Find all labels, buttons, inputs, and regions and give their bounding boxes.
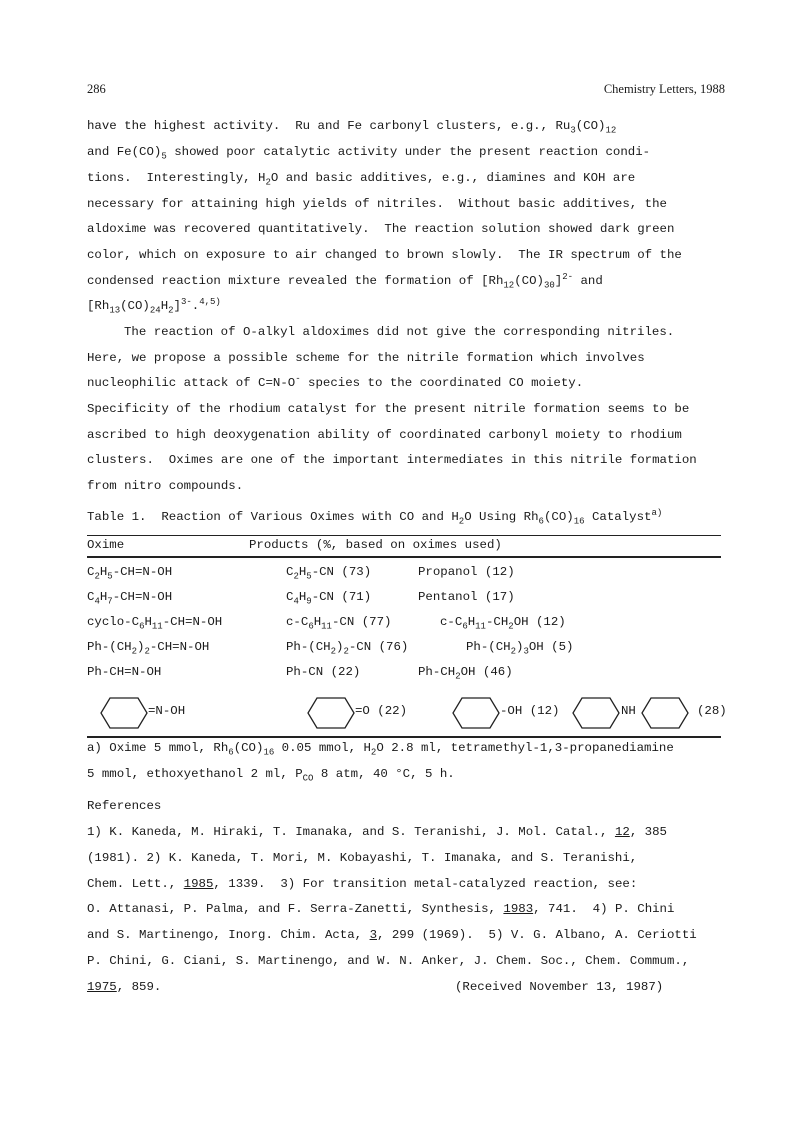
page-number: 286 <box>87 82 106 96</box>
reference-line: O. Attanasi, P. Palma, and F. Serra-Zanetti, Synthesis, 1983, 741. 4) P. Chini <box>87 902 675 916</box>
table-footnote-line: 5 mmol, ethoxyethanol 2 ml, $P_{CO}$ 8 atm, 40 °C, 5 h. <box>87 767 455 784</box>
table-cell-nitrile: $C_2H_5-CN$ (73) <box>286 565 372 582</box>
structure-amine-yield: (28) <box>697 704 727 718</box>
table-cell-alcohol: $c-C_6H_{11}-CH_2OH$ (12) <box>440 615 566 632</box>
cyclohexane-ring-icon <box>100 696 148 730</box>
table-cell-alcohol: Propanol (12) <box>418 565 515 579</box>
text-line: clusters. Oximes are one of the important intermediates in this nitrile formation <box>87 453 697 467</box>
table-cell-nitrile: $c-C_6H_{11}-CN$ (77) <box>286 615 392 632</box>
reference-line: (1981). 2) K. Kaneda, T. Mori, M. Kobayashi, T. Imanaka, and S. Teranishi, <box>87 851 638 865</box>
table-bottom-rule <box>87 736 721 738</box>
text-line: Here, we propose a possible scheme for the nitrile formation which involves <box>87 351 645 365</box>
reference-line: P. Chini, G. Ciani, S. Martinengo, and W. N. Anker, J. Chem. Soc., Chem. Commum., <box>87 954 690 968</box>
text-line: $[Rh_{13}(CO)_{24}H_2]^{3-}.^{4,5)}$ <box>87 296 221 316</box>
table-cell-alcohol: $Ph-(CH_2)_3OH$ (5) <box>466 640 574 657</box>
table-header-rule <box>87 556 721 558</box>
table-cell-oxime: $Ph-(CH_2)_2-CH=N-OH$ <box>87 640 210 657</box>
text-line: nucleophilic attack of C=N-O- species to the coordinated CO moiety. <box>87 373 584 390</box>
structure-ketone-label: =O (22) <box>355 704 408 718</box>
cyclohexane-ring-icon <box>307 696 355 730</box>
text-line: from nitro compounds. <box>87 479 244 493</box>
column-header-oxime: Oxime <box>87 538 125 552</box>
reference-line: 1) K. Kaneda, M. Hiraki, T. Imanaka, and S. Teranishi, J. Mol. Catal., 12, 385 <box>87 825 667 839</box>
column-header-products: Products (%, based on oximes used) <box>249 538 502 552</box>
table-cell-alcohol: Pentanol (17) <box>418 590 515 604</box>
cyclohexane-ring-icon <box>572 696 620 730</box>
journal-name: Chemistry Letters, 1988 <box>603 82 725 96</box>
cyclohexane-ring-icon <box>641 696 689 730</box>
cyclohexane-ring-icon <box>452 696 500 730</box>
table-cell-nitrile: Ph-CN (22) <box>286 665 361 679</box>
table-cell-alcohol: $Ph-CH_2OH$ (46) <box>418 665 513 682</box>
structure-amine-label: NH <box>621 704 636 718</box>
received-date: (Received November 13, 1987) <box>455 980 664 994</box>
references-heading: References <box>87 799 162 813</box>
text-line: Specificity of the rhodium catalyst for the present nitrile formation seems to be <box>87 402 690 416</box>
table-cell-nitrile: $Ph-(CH_2)_2-CN$ (76) <box>286 640 409 657</box>
table-cell-oxime: Ph-CH=N-OH <box>87 665 162 679</box>
table-footnote-line: a) Oxime 5 mmol, $Rh_6(CO)_{16}$ 0.05 mmol, $H_2O$ 2.8 ml, tetramethyl-1,3-propanediamine <box>87 741 674 758</box>
text-line: condensed reaction mixture revealed the formation of $[Rh_{12}(CO)_{30}]^{2-}$ and <box>87 271 603 291</box>
table-top-rule <box>87 535 721 536</box>
text-line: have the highest activity. Ru and Fe carbonyl clusters, e.g., $Ru_3(CO)_{12}$ <box>87 119 617 136</box>
text-line: necessary for attaining high yields of nitriles. Without basic additives, the <box>87 197 667 211</box>
text-line: color, which on exposure to air changed to brown slowly. The IR spectrum of the <box>87 248 682 262</box>
table-cell-oxime: cyclo-$C_6H_{11}-CH=N-OH$ <box>87 615 223 632</box>
structure-oxime-label: =N-OH <box>148 704 186 718</box>
table-caption: Table 1. Reaction of Various Oximes with CO and $H_2O$ Using $Rh_6(CO)_{16}$ Catalyst$^{a)}$ <box>87 507 663 527</box>
reference-line: and S. Martinengo, Inorg. Chim. Acta, 3, 299 (1969). 5) V. G. Albano, A. Ceriotti <box>87 928 697 942</box>
text-line: The reaction of O-alkyl aldoximes did not give the corresponding nitriles. <box>124 325 675 339</box>
reference-line: Chem. Lett., 1985, 1339. 3) For transition metal-catalyzed reaction, see: <box>87 877 638 891</box>
table-cell-oxime: $C_4H_7-CH=N-OH$ <box>87 590 173 607</box>
text-line: ascribed to high deoxygenation ability of coordinated carbonyl moiety to rhodium <box>87 428 682 442</box>
text-line: aldoxime was recovered quantitatively. The reaction solution showed dark green <box>87 222 675 236</box>
table-cell-nitrile: $C_4H_9-CN$ (71) <box>286 590 372 607</box>
structure-alcohol-label: -OH (12) <box>500 704 560 718</box>
reference-line: 1975, 859. <box>87 980 162 994</box>
table-cell-oxime: $C_2H_5-CH=N-OH$ <box>87 565 173 582</box>
text-line: tions. Interestingly, $H_2O$ and basic additives, e.g., diamines and KOH are <box>87 171 636 188</box>
text-line: and $Fe(CO)_5$ showed poor catalytic activity under the present reaction condi- <box>87 145 651 162</box>
